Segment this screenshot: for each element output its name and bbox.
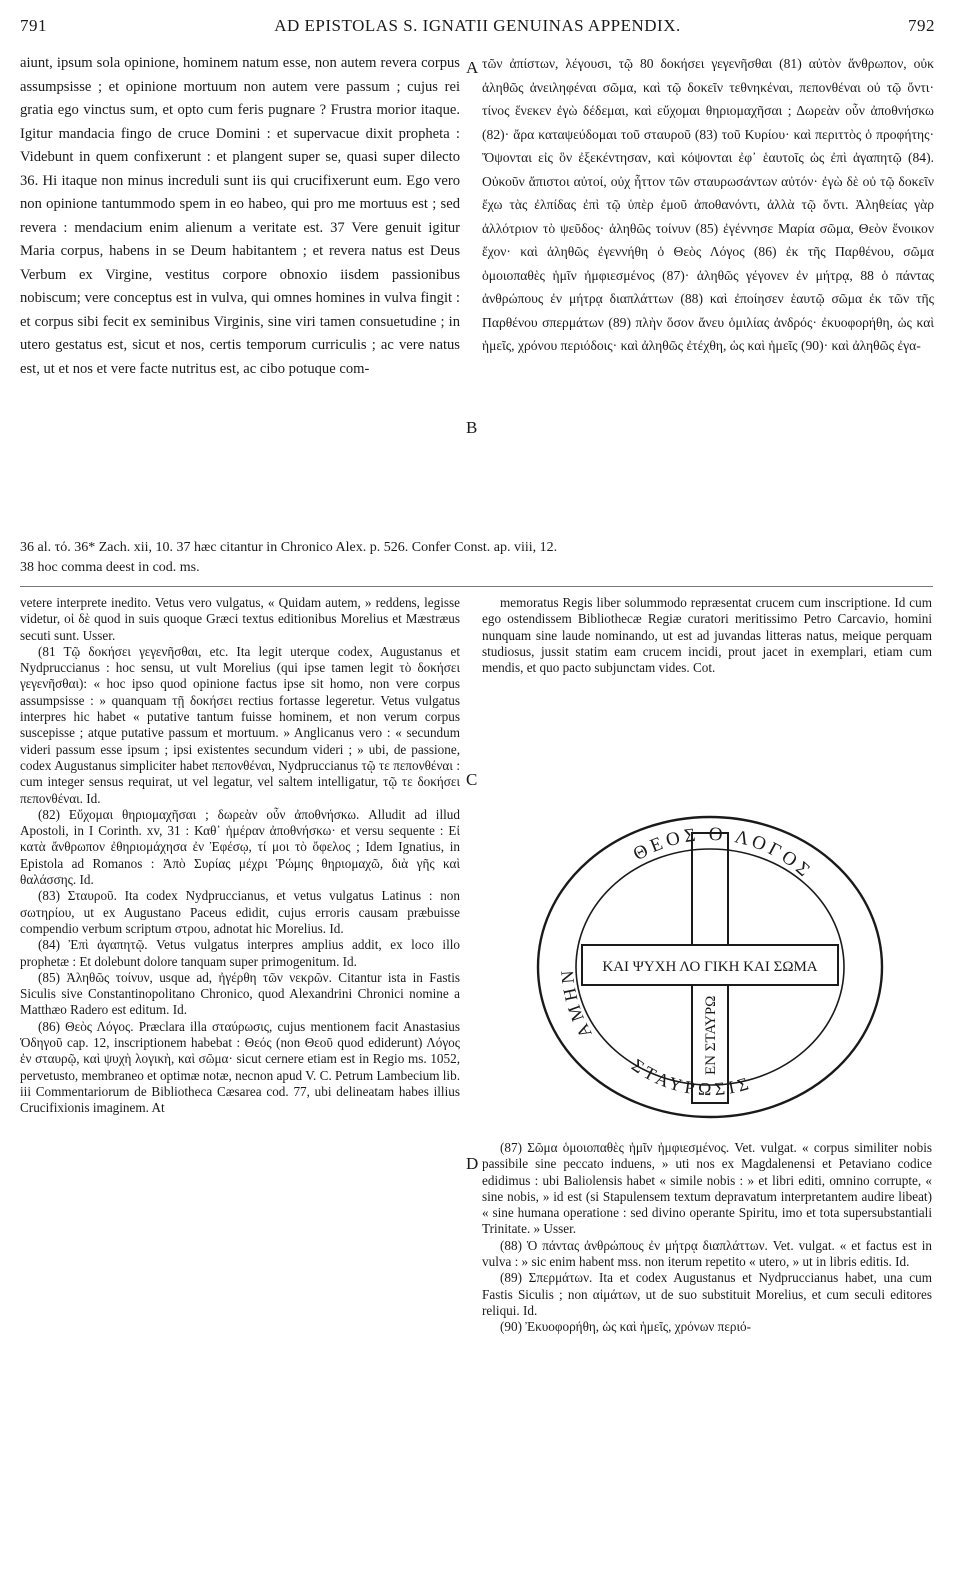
note: (84) Ἐπὶ ἀγαπητῷ. Vetus vulgatus interpres amplius addit, ex loco illo prophetæ : Et dolebunt dolore tanquam super primogenitum. Id.: [20, 937, 460, 969]
note: (82) Εὔχομαι θηριομαχῆσαι ; δωρεὰν οὖν ἀποθνήσκω. Alludit ad illud Apostoli, in I Corinth. xv, 31 : Καθ᾽ ἡμέραν ἀποθνήσκω· et versu sequente : Εἰ κατὰ ἄνθρωπον ἐθηριομάχησα ἐν Ἐφέσῳ, τί μοι τὸ ὄφελος ; Idem Ignatius, in Epistola ad Romanos : Ἀπὸ Συρίας μέχρι Ῥώμης θηριομαχῶ, διὰ γῆς καὶ θαλάσσης. Id.: [20, 806, 460, 888]
latin-text: aiunt, ipsum sola opinione, hominem natum esse, non autem revera corpus assumpsisse ; et opinione mortuum non autem vere passum ; cujus rei gratia ego vinctus sum, et opto cum feris pugnare ? Frustra morior itaque. Igitur mandacia fingo de cruce Domini : et supervacue dixit propheta : Videbunt in quem confixerunt : et plangent super se, quasi super dilecto 36. Hi itaque non minus increduli sunt iis qui crucifixerunt eum. Ego vero non opinione tantummodo spem in eo habeo, qui pro me mortuus est ; sed revera : mendacium enim alienum a veritate est. 37 Vere genuit igitur Maria corpus, habens in se Deum habitantem ; et revera natus est Deus Verbum ex Virgine, vestitus corpore obnoxio iisdem passionibus nobiscum; vere conceptus est in vulva, qui omnes homines in vulva fingit : et corpus sibi fecit ex seminibus Virginis, sine viri tamen consuetudine ; in utero gestatus est, sicut et nos, certis temporum curriculis ; ac vere natus est, ut et nos et vere facte nutritus est, ac cibo potuque com-: [20, 55, 460, 377]
note: (85) Ἀληθῶς τοίνυν, usque ad, ἠγέρθη τῶν νεκρῶν. Citantur ista in Fastis Siculis sive Constantinopolitano Chronico, quod Alexandrini Chronici nomine a Matthæo Radero est editum. Id.: [20, 969, 460, 1018]
note: (89) Σπερμάτων. Ita et codex Augustanus et Nydpruccianus habet, una cum Fastis Siculis ; non αἱμάτων, ut de suo substituit Morelius, et cum seculi editores reliqui. Id.: [482, 1270, 932, 1318]
note: (88) Ὁ πάντας ἀνθρώπους ἐν μήτρᾳ διαπλάττων. Vet. vulgat. « et factus est in vulva : » sic enim habent mss. non iterum repetito « utero, » ut in libris editis. Id.: [482, 1237, 932, 1270]
latin-text-column: [20, 52, 460, 381]
seal-ring-top-text: ΘΕΟΣ Ο ΛΟΓΟΣ: [629, 823, 817, 884]
margin-letter-c: C: [466, 770, 478, 789]
greek-text-column: [482, 52, 934, 358]
note: (86) Θεὸς Λόγος. Præclara illa σταύρωσις, cujus mentionem facit Anastasius Ὁδηγοῦ cap. 12, inscriptionem habebat : Θεός (non Θεοῦ quod ediderunt) Λόγος ἐν σταυρῷ, καὶ ψυχὴ λογικὴ, καὶ σῶμα· sicut cernere etiam est in Regio ms. 1052, pervetusto, membraneo et optimæ notæ, necnon apud V. C. Petrum Lambecium lib. iii Commentariorum de Bibliotheca Cæsarea cod. 77, ubi delineatam habes illius Crucifixionis imaginem. At: [20, 1018, 460, 1116]
margin-letter-a: A: [466, 58, 479, 77]
page-number-right: 792: [908, 16, 935, 35]
footnote-line: 38 hoc comma deest in cod. ms.: [20, 560, 200, 575]
cross-horizontal-text: ΚΑΙ ΨΥΧΗ ΛΟ ΓΙΚΗ ΚΑΙ ΣΩΜΑ: [602, 959, 818, 975]
notes-left-column: [20, 595, 460, 1117]
page-header: [20, 16, 935, 42]
divider: [20, 586, 933, 587]
footnote-line: 36 al. τό. 36* Zach. xii, 10. 37 hæc citantur in Chronico Alex. p. 526. Confer Const. ap. viii, 12.: [20, 540, 558, 555]
cross-vertical-text: ΕΝ ΣΤΑΥΡΩ: [703, 995, 719, 1075]
note: (81 Τῷ δοκήσει γεγενῆσθαι, etc. Ita legit uterque codex, Augustanus et Nydpruccianus : hoc sensu, ut vult Morelius (qui ipse tamen legit τὸ δοκήσει γεγενῆσθαι): « hoc ipso quod opinione factus ipse sit homo, non vere corpus assumpsisse : » quanquam τῇ δοκήσει rectius fortasse legeretur. Vetus vulgatus interpres hic habet « putative tantum fuisse hominem, et non verum corpus suscepisse ; atque putative passum et mortuum. » Anglicanus vero : « secundum videri passum esse ipsum ; ipsi existentes secundum videri ; » ubi, de passione, codex Augustanus simpliciter habet πεπονθέναι, Nydpruccianus τῷ τε πεπονθέναι : cum integer sensus requirat, ut vel legatur, vel saltem intelligatur, τῷ τε δοκήσει πεπονθέναι. Id.: [20, 643, 460, 806]
note: (87) Σῶμα ὁμοιοπαθὲς ἡμῖν ἠμφιεσμένος. Vet. vulgat. « corpus similiter nobis passibile sine peccato induens, » uti nos ex Magdalenensi et Petaviano codice edidimus : ubi Baliolensis habet « simile nobis : » et libri editi, omnino corrupte, « sine nobis, » id est (si Stapulensem textum depravatum interpretantem audire libeat) « sine humana operatione : sed divino operante Spiritu, imo et tota supersubstantiali Trinitate. » Usser.: [482, 1140, 932, 1237]
seal-drawing: [520, 805, 900, 1130]
note: vetere interprete inedito. Vetus vero vulgatus, « Quidam autem, » reddens, legisse videtur, οἱ δὲ quod in suis quoque Græci textus editionibus Morelius et Mæstræus secuti sunt. Usser.: [20, 595, 460, 643]
greek-text: τῶν ἀπίστων, λέγουσι, τῷ 80 δοκήσει γεγενῆσθαι (81) αὐτὸν ἄνθρωπον, οὐκ ἀληθῶς ἀνειληφέναι σῶμα, καὶ τῷ δοκεῖν τεθνηκέναι, πεπονθέναι οὐ τῷ ὄντι· τίνος ἕνεκεν ἐγὼ δέδεμαι, καὶ εὔχομαι θηριομαχῆσαι ; Δωρεὰν οὖν ἀποθνήσκω (82)· ἄρα καταψεύδομαι τοῦ σταυροῦ (83) τοῦ Κυρίου· καὶ περιττὸς ὁ προφήτης· Ὄψονται εἰς ὃν ἐξεκέντησαν, καὶ κόψονται ἐφ᾽ ἑαυτοῖς ὡς ἐπὶ ἀγαπητῷ (84). Οὐκοῦν ἄπιστοι αὐτοί, οὐχ ἧττον τῶν σταυρωσάντων αὐτόν· ἐγὼ δὲ οὐ τῷ δοκεῖν ἔχω τὰς ἐλπίδας ἐπὶ τῷ ὑπὲρ ἐμοῦ ἀποθανόντι, ἀλλὰ τῷ ὄντι. Ἀληθείας γὰρ ἀλλότριον τὸ ψεῦδος· ἀληθῶς τοίνυν (85) ἐγέννησε Μαρία σῶμα, Θεὸν ἔνοικον ἔχον· καὶ ἀληθῶς ἐγεννήθη ὁ Θεὸς Λόγος (86) ἐκ τῆς Παρθένου, σῶμα ὁμοιοπαθὲς ἡμῖν ἠμφιεσμένος (87)· ἀληθῶς γέγονεν ἐν μήτρᾳ, 88 ὁ πάντας ἀνθρώπους ἐν μήτρᾳ διαπλάττων (88) καὶ ἐποίησεν ἑαυτῷ σῶμα ἐκ τῶν τῆς Παρθένου σπερμάτων (89) πλὴν ὅσον ἄνευ ὁμιλίας ἀνδρός· ἐκυοφορήθη, ὡς καὶ ἡμεῖς, χρόνου περιόδοις· καὶ ἀληθῶς ἐτέχθη, ὡς καὶ ἡμεῖς (90)· καὶ ἀληθῶς ἐγα-: [482, 56, 934, 353]
crucifixion-seal-image: [520, 805, 900, 1130]
margin-letter-d: D: [466, 1154, 479, 1173]
note: memoratus Regis liber solummodo repræsentat crucem cum inscriptione. Id cum ego ostendissem Bibliothecæ Regiæ curatori meritissimo Petro Carcavio, homini nunquam sine laude nominando, ut est ad juvandas litteras natus, meique perquam studiosus, jussit statim eam crucem incidi, prout jacet in exemplari, etiam cum mendis, et quo pacto subjunctam vides. Cot.: [482, 595, 932, 676]
note: (83) Σταυροῦ. Ita codex Nydpruccianus, et vetus vulgatus Latinus : non σωτηρίου, ut ex Augustano Paceus edidit, cujus erroris causam præbuisse compendio verbum scriptum στρου, adnotat hic Morelius. Id.: [20, 888, 460, 936]
notes-right-column: [482, 595, 932, 676]
seal-ring-left-text: ΑΜΗΝ: [556, 965, 596, 1042]
running-title: AD EPISTOLAS S. IGNATII GENUINAS APPENDIX.: [274, 16, 681, 35]
footnotes: [20, 538, 933, 578]
seal-ring-bottom-text: ΣΤΑΥΡΩΣΙΣ: [628, 1054, 755, 1100]
notes-right-lower-column: [482, 1140, 932, 1336]
note: (90) Ἐκυοφορήθη, ὡς καὶ ἡμεῖς, χρόνων περιό-: [500, 1319, 751, 1335]
margin-letter-b: B: [466, 418, 478, 437]
page-number-left: 791: [20, 16, 47, 35]
